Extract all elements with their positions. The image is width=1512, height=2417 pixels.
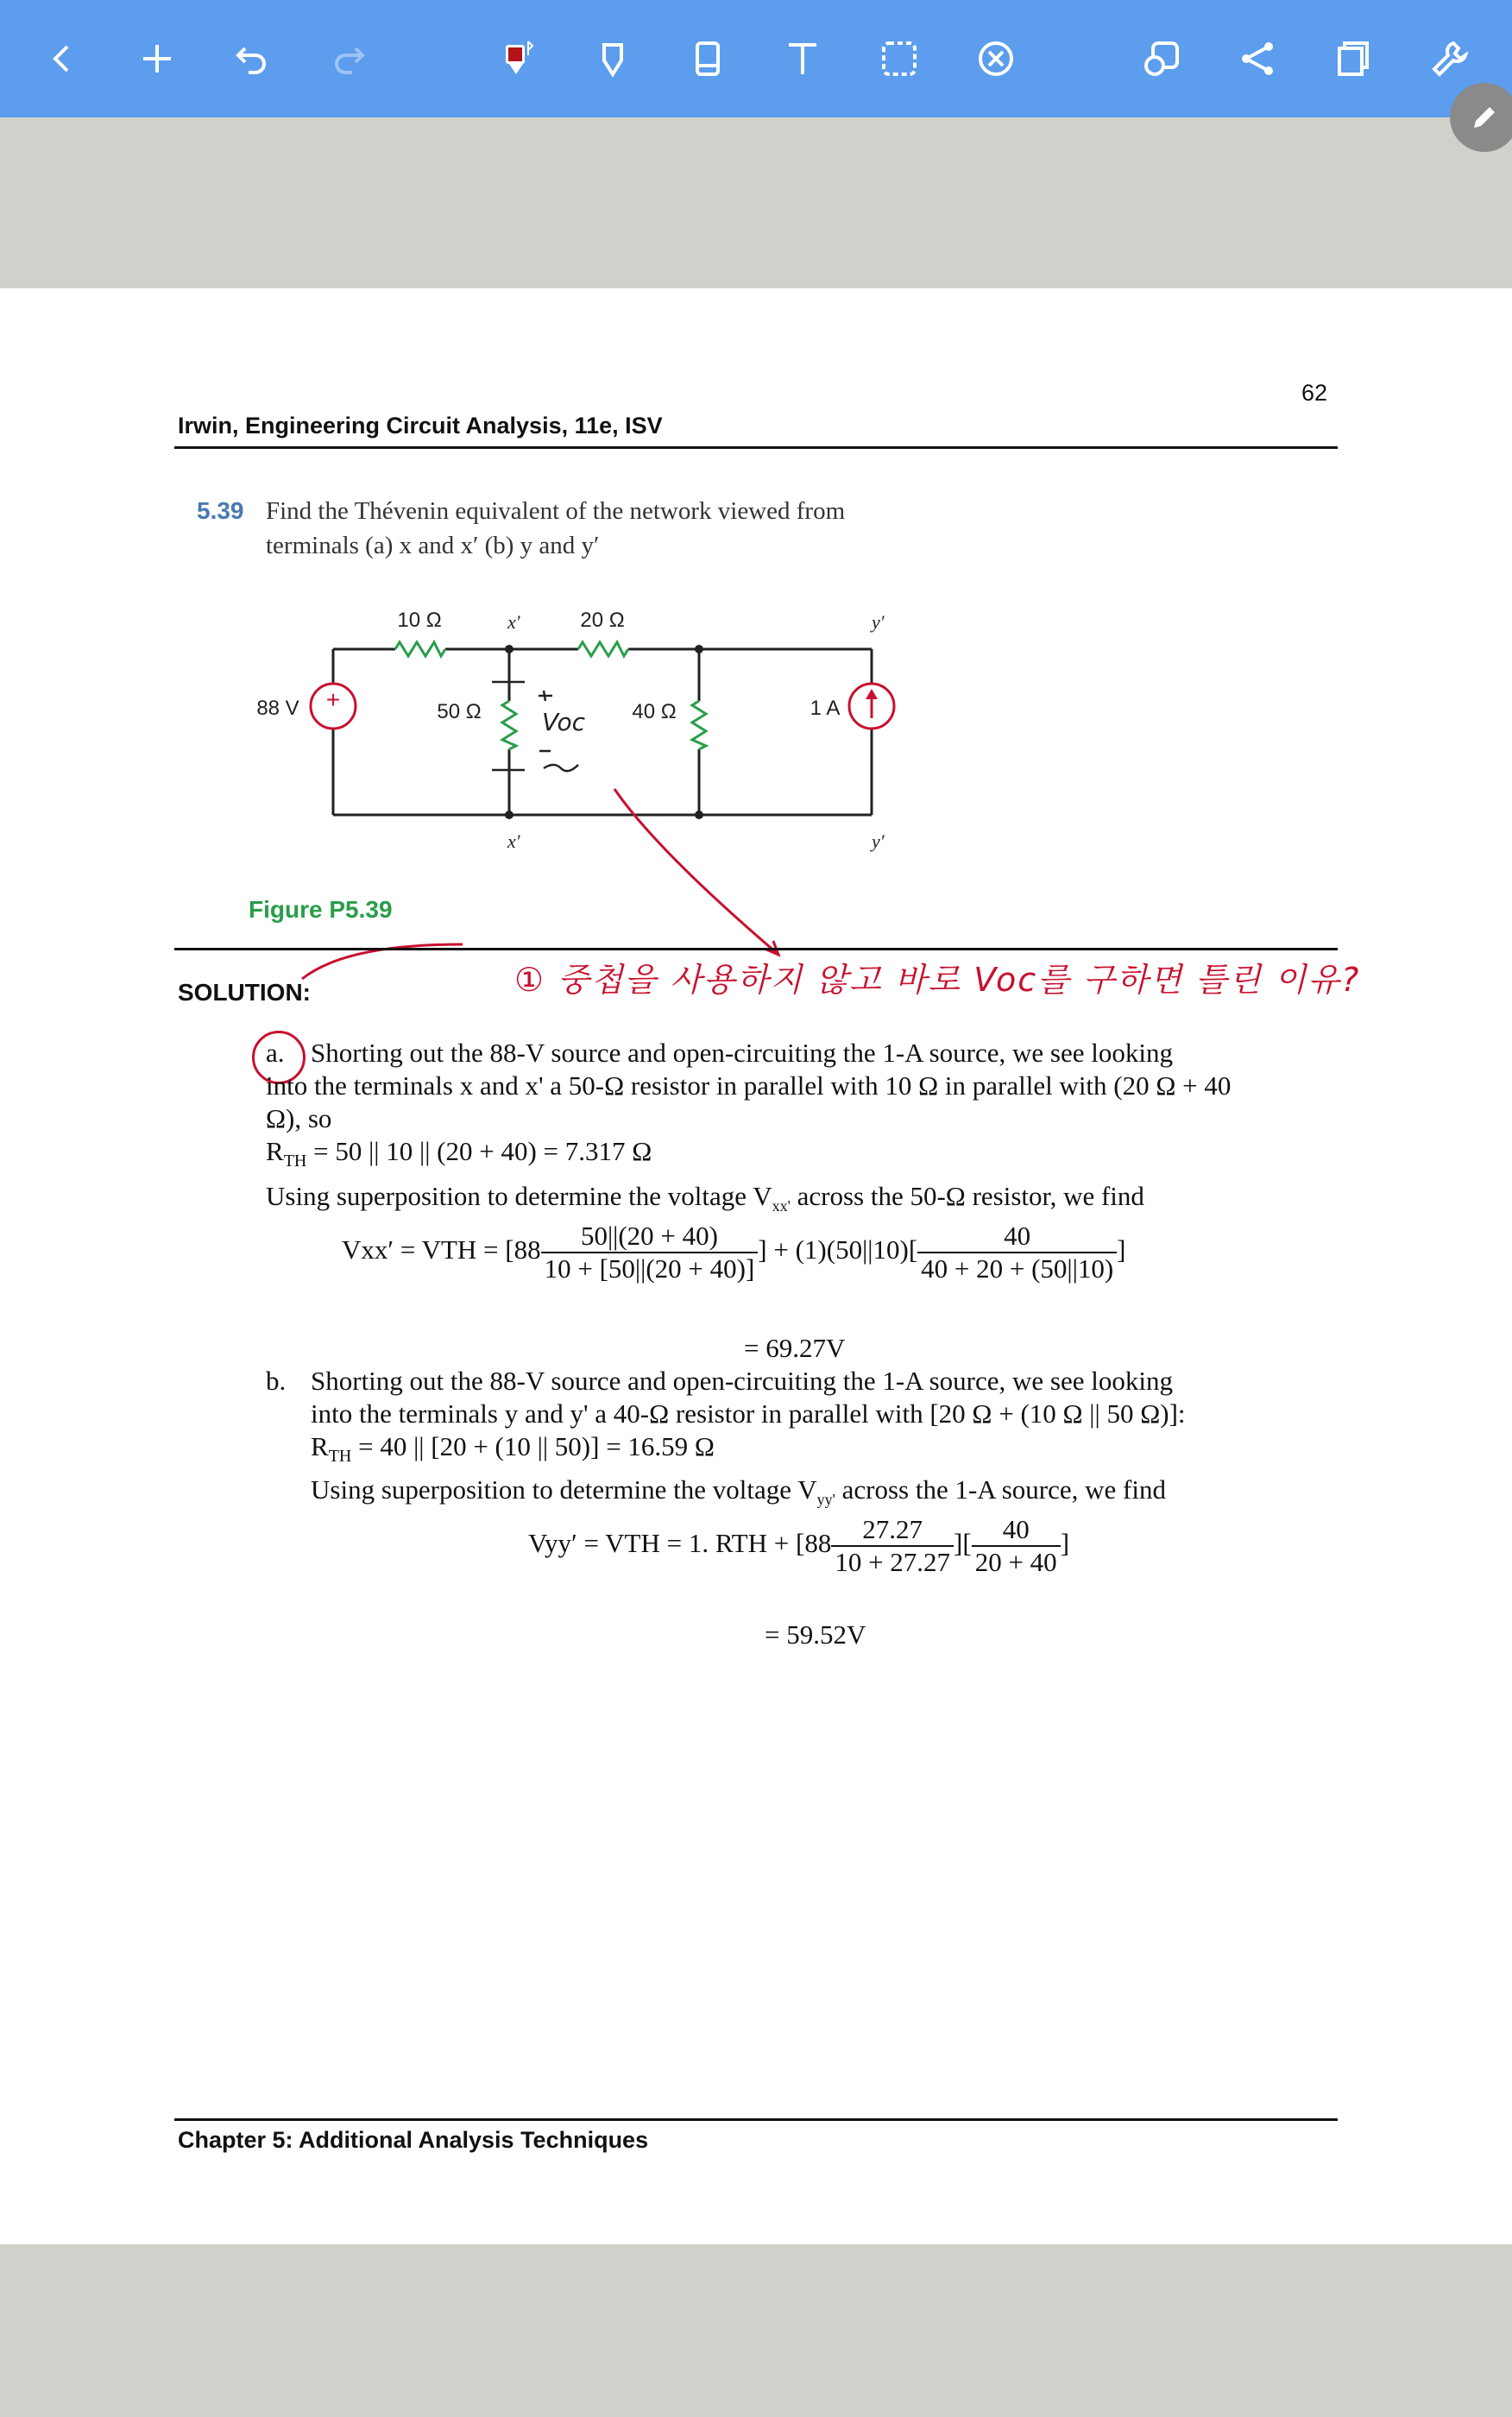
- header-rule: [174, 446, 1338, 449]
- figure-rule: [174, 948, 1338, 950]
- footer-rule: [174, 2118, 1338, 2121]
- part-a-line-1: Shorting out the 88-V source and open-circuiting the 1-A source, we see looking: [311, 1038, 1173, 1068]
- part-b-marker: b.: [266, 1366, 287, 1396]
- part-b-equation: Vyy′ = VTH = 1. RTH + [88 $\frac{27.27}{10 + 27.27}$ ][ $\frac{40}{20 + 40}$ ]: [528, 1514, 1070, 1577]
- document-page: [0, 288, 1512, 2244]
- part-a-superposition: Using superposition to determine the voltage $V_{xx'}$ across the 50-Ω resistor, we find: [266, 1181, 1144, 1215]
- header-title: Irwin, Engineering Circuit Analysis, 11e, ISV: [178, 413, 663, 439]
- close-circle-icon[interactable]: [970, 33, 1022, 85]
- add-icon[interactable]: [131, 33, 183, 85]
- back-icon[interactable]: [36, 33, 88, 85]
- lasso-icon[interactable]: [1136, 33, 1188, 85]
- part-a-marker: a.: [266, 1038, 285, 1068]
- part-a-result: = 69.27V: [744, 1333, 846, 1363]
- problem-line-2: terminals (a) x and x′ (b) y and y′: [266, 532, 600, 559]
- problem-line-1: Find the Thévenin equivalent of the network viewed from: [266, 497, 846, 525]
- part-b-result: = 59.52V: [765, 1619, 866, 1650]
- part-a-line-2: into the terminals x and x' a 50-Ω resistor in parallel with 10 Ω in parallel with (20 Ω + 40: [266, 1070, 1232, 1101]
- part-b-line-1: Shorting out the 88-V source and open-circuiting the 1-A source, we see looking: [311, 1366, 1173, 1396]
- label-source-i: 1 A: [810, 697, 841, 720]
- resistor-20-ohm: [578, 642, 628, 656]
- pen-icon[interactable]: [587, 33, 639, 85]
- part-b-superposition: Using superposition to determine the voltage $V_{yy'}$ across the 1-A source, we find: [311, 1474, 1166, 1509]
- page-number: 62: [1301, 380, 1328, 406]
- select-icon[interactable]: [873, 33, 925, 85]
- pencil-icon: [1467, 100, 1502, 135]
- label-y-bot: y′: [872, 830, 885, 852]
- label-r4: 40 Ω: [632, 700, 677, 723]
- handwritten-note: ① 중첩을 사용하지 않고 바로 Voc를 구하면 틀린 이유?: [514, 961, 1361, 999]
- resistor-50-ohm: [502, 701, 516, 749]
- label-voc: Voc: [542, 708, 586, 736]
- highlighter-icon[interactable]: [682, 33, 734, 85]
- part-b-rth: $R_{TH} = 40$ || [20 + (10 || 50)] = 16.59 Ω: [311, 1431, 715, 1467]
- resistor-40-ohm: [692, 701, 706, 749]
- problem-number: 5.39: [197, 497, 244, 524]
- part-a-equation: Vxx′ = VTH = [88 $\frac{50||(20 + 40)}{10 + [50||(20 + 40)]}$ ] + (1)(50||10)[ $\frac{40}{40 + 20 + (50||10)}$ ]: [342, 1221, 1126, 1284]
- label-r1: 10 Ω: [397, 609, 442, 632]
- top-toolbar: [0, 0, 1512, 117]
- problem-text: [266, 494, 845, 563]
- part-a-rth: $R_{TH} = 50$ || 10 || (20 + 40) = 7.317 Ω: [266, 1136, 652, 1171]
- figure-label: Figure P5.39: [249, 896, 393, 923]
- text-icon[interactable]: [777, 33, 828, 85]
- label-x-top: x′: [507, 611, 520, 633]
- part-b-line-2: into the terminals y and y' a 40-Ω resistor in parallel with [20 Ω + (10 Ω || 50 Ω)]:: [311, 1398, 1186, 1429]
- label-x-bot: x′: [507, 830, 520, 852]
- share-icon[interactable]: [1232, 33, 1284, 85]
- redo-icon[interactable]: [323, 33, 375, 85]
- copy-icon[interactable]: [1327, 33, 1379, 85]
- footer-chapter: Chapter 5: Additional Analysis Techniques: [178, 2127, 649, 2153]
- part-a-line-3: Ω), so: [266, 1103, 332, 1133]
- label-source-v: 88 V: [256, 697, 299, 720]
- svg-text:+: +: [325, 686, 341, 713]
- label-r3: 50 Ω: [437, 700, 482, 723]
- label-y-top: y′: [872, 611, 885, 633]
- undo-icon[interactable]: [226, 33, 278, 85]
- wrench-icon[interactable]: [1424, 33, 1476, 85]
- solution-label: SOLUTION:: [178, 979, 311, 1006]
- resistor-10-ohm: [395, 642, 445, 656]
- pen-mode-button[interactable]: [1450, 83, 1512, 152]
- label-r2: 20 Ω: [580, 609, 625, 632]
- bluetooth-pen-icon[interactable]: [490, 33, 542, 85]
